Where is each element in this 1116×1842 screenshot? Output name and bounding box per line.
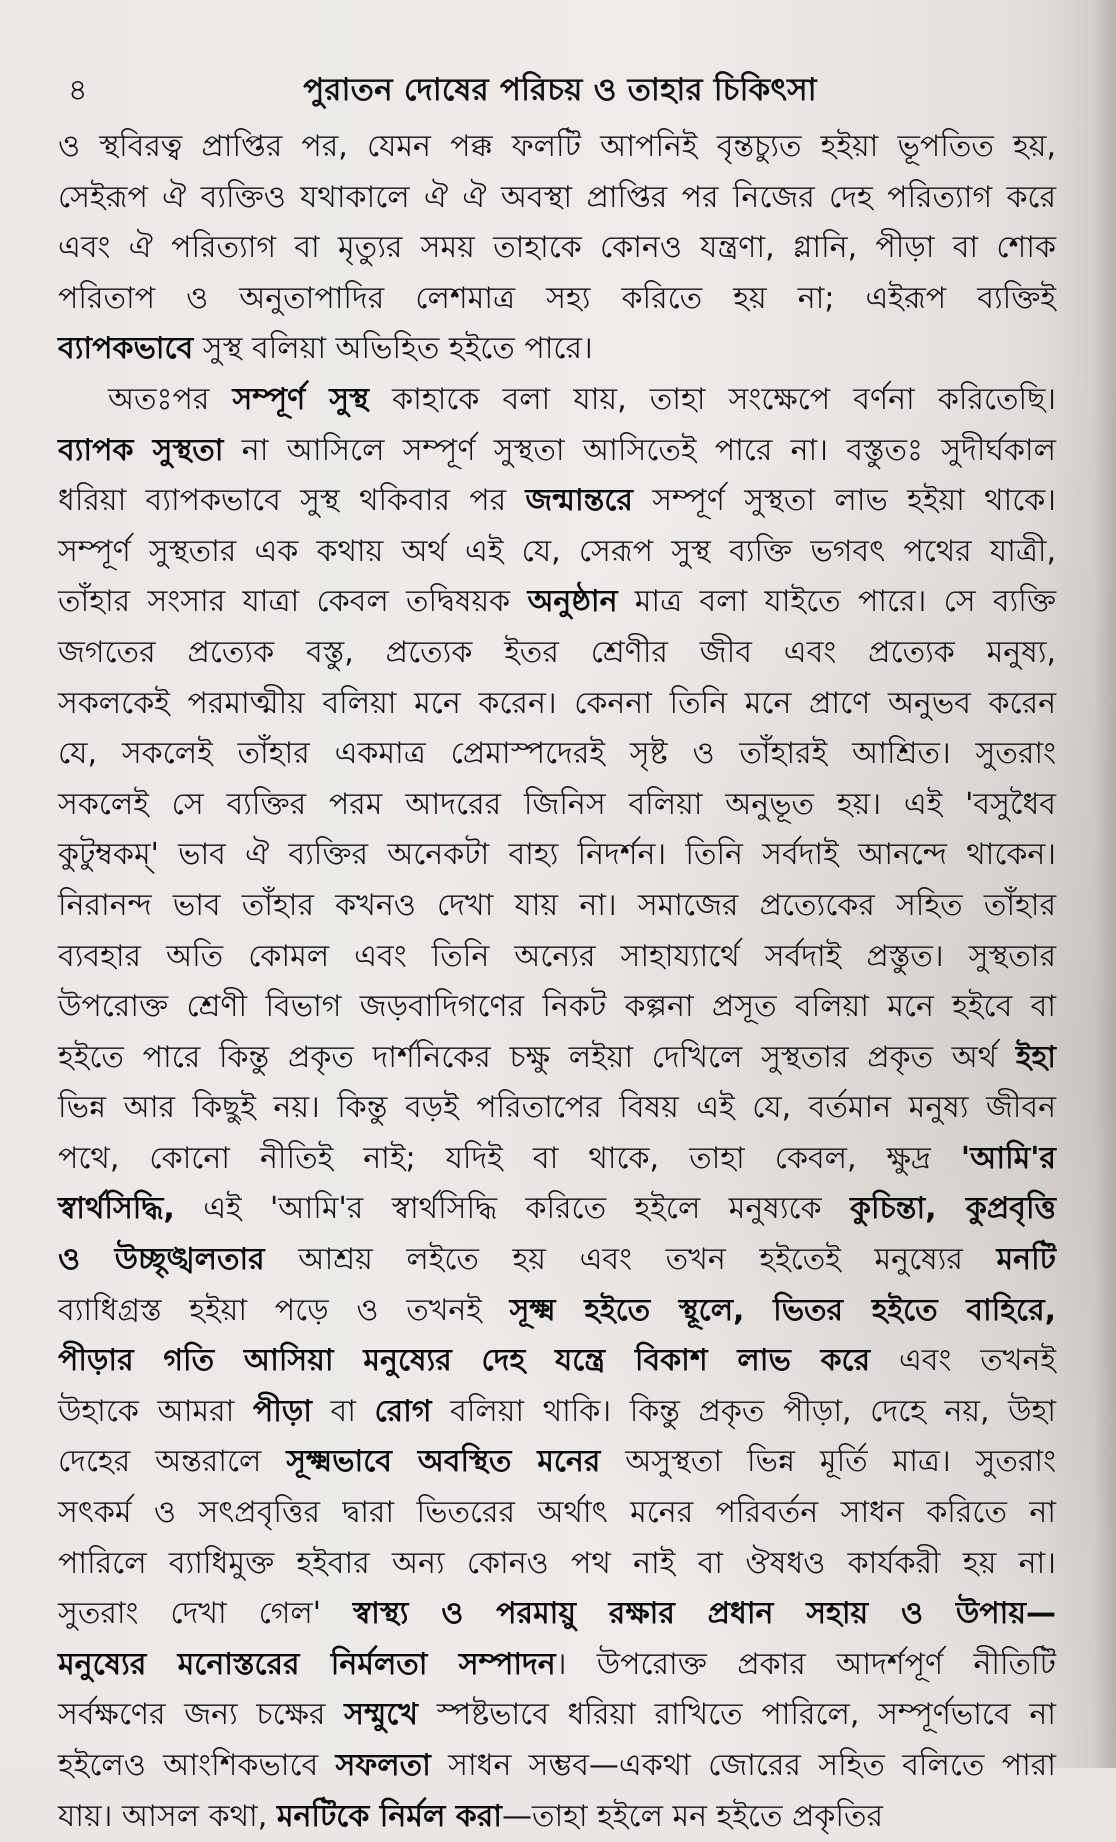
text-line <box>58 1488 1056 1539</box>
bold-text-run: সূক্ষ্ম হইতে স্থূলে, ভিতর হইতে বাহিরে, <box>509 1292 1057 1328</box>
running-title: পুরাতন দোষের পরিচয় ও তাহার চিকিৎসা <box>303 72 817 108</box>
bold-text-run: সম্পূর্ণ সুস্থ <box>232 381 369 417</box>
bold-text-run: জন্মান্তরে <box>525 483 633 519</box>
text-run: সৎকর্ম ও সৎপ্রবৃত্তির দ্বারা ভিতরের অর্থাৎ মনের পরিবর্তন সাধন করিতে না <box>58 1495 1056 1531</box>
text-run: ও স্থবিরত্ব প্রাপ্তির পর, যেমন পক্ক ফলটি আপনিই বৃন্তচ্যুত হইয়া ভূপতিত হয়, <box>58 129 1056 164</box>
body-text <box>58 122 1056 1842</box>
text-run: সাধন সম্ভব—একথা জোরের সহিত বলিতে পারা <box>430 1748 1056 1783</box>
text-run: কুটুম্বকম্' ভাব ঐ ব্যক্তির অনেকটা বাহ্য নিদর্শন। তিনি সর্বদাই আনন্দে থাকেন। <box>58 837 1056 873</box>
text-line <box>58 1184 1056 1235</box>
text-line <box>58 577 1056 628</box>
bold-text-run: স্বাস্থ্য ও পরমায়ু রক্ষার প্রধান সহায় ও উপায়— <box>352 1596 1056 1632</box>
text-run: না আসিলে সম্পূর্ণ সুস্থতা আসিতেই পারে না। বস্তুতঃ সুদীর্ঘকাল <box>223 432 1056 468</box>
text-line <box>58 375 1056 426</box>
text-run: হইলেও আংশিকভাবে <box>58 1748 336 1783</box>
running-header <box>60 66 1060 110</box>
text-run: পারিলে ব্যাধিমুক্ত হইবার অন্য কোনও পথ নাই বা ঔষধও কার্যকরী হয় না। <box>58 1545 1056 1581</box>
text-line <box>58 881 1056 932</box>
text-run: বলিয়া থাকি। কিন্তু প্রকৃত পীড়া, দেহে নয়, উহা <box>431 1393 1056 1429</box>
text-line <box>58 1387 1056 1438</box>
bold-text-run: সফলতা <box>335 1748 431 1783</box>
text-line <box>58 1437 1056 1488</box>
text-run: সকলকেই পরমাত্মীয় বলিয়া মনে করেন। কেননা তিনি মনে প্রাণে অনুভব করেন <box>58 685 1056 721</box>
text-line <box>58 1083 1056 1134</box>
text-line <box>58 1792 1056 1842</box>
text-run: হইতে পারে কিন্তু প্রকৃত দার্শনিকের চক্ষু লইয়া দেখিলে সুস্থতার প্রকৃত অর্থ <box>58 1039 1016 1075</box>
text-line <box>58 628 1056 679</box>
bold-text-run: ব্যাপক সুস্থতা <box>58 432 224 468</box>
text-line <box>58 830 1056 881</box>
text-line <box>58 679 1056 730</box>
text-run: সম্পূর্ণ সুস্থতা লাভ হইয়া থাকে। <box>632 483 1056 519</box>
text-run: আশ্রয় লইতে হয় এবং তখন হইতেই মনুষ্যের <box>264 1242 997 1278</box>
bold-text-run: মনুষ্যের মনোস্তরের নির্মলতা সম্পাদন <box>58 1646 556 1682</box>
text-run: নিরানন্দ ভাব তাঁহার কখনও দেখা যায় না। সমাজের প্রত্যেকের সহিত তাঁহার <box>58 887 1056 923</box>
text-line <box>58 982 1056 1033</box>
text-run: সেইরূপ ঐ ব্যক্তিও যথাকালে ঐ ঐ অবস্থা প্রাপ্তির পর নিজের দেহ পরিত্যাগ করে <box>58 179 1056 215</box>
text-run: সম্পূর্ণ সুস্থতার এক কথায় অর্থ এই যে, সেরূপ সুস্থ ব্যক্তি ভগবৎ পথের যাত্রী, <box>58 533 1056 569</box>
text-run: —তাহা হইলে মন হইতে প্রকৃতির <box>501 1798 883 1834</box>
text-run: এবং ঐ পরিত্যাগ বা মৃত্যুর সময় তাহাকে কোনও যন্ত্রণা, গ্লানি, পীড়া বা শোক <box>58 230 1056 266</box>
bold-text-run: রোগ <box>374 1393 432 1429</box>
text-run: সুস্থ বলিয়া অভিহিত হইতে পারে। <box>193 331 593 367</box>
text-run: অসুস্থতা ভিন্ন মূর্তি মাত্র। সুতরাং <box>600 1444 1057 1480</box>
text-run: বা <box>311 1393 375 1429</box>
text-run: উপরোক্ত শ্রেণী বিভাগ জড়বাদিগণের নিকট কল্পনা প্রসূত বলিয়া মনে হইবে বা <box>58 989 1056 1025</box>
bold-text-run: মনটি <box>996 1242 1056 1278</box>
bold-text-run: স্বার্থসিদ্ধি, <box>58 1191 175 1227</box>
text-run: পথে, কোনো নীতিই নাই; যদিই বা থাকে, তাহা কেবল, ক্ষুদ্র <box>58 1140 961 1176</box>
bold-text-run: মনটিকে নির্মল করা <box>276 1798 502 1834</box>
text-run: দেহের অন্তরালে <box>58 1444 287 1480</box>
text-run: এই 'আমি'র স্বার্থসিদ্ধি করিতে হইলে মনুষ্যকে <box>174 1191 851 1227</box>
text-line <box>58 527 1056 578</box>
text-run: । উপরোক্ত প্রকার আদর্শপূর্ণ নীতিটি <box>555 1646 1056 1682</box>
bold-text-run: সম্মুখে <box>344 1697 418 1733</box>
text-run: যে, সকলেই তাঁহার একমাত্র প্রেমাস্পদেরই সৃষ্ট ও তাঁহারই আশ্রিত। সুতরাং <box>58 736 1056 772</box>
text-run: স্পষ্টভাবে ধরিয়া রাখিতে পারিলে, সম্পূর্ণভাবে না <box>418 1697 1056 1733</box>
text-line <box>58 729 1056 780</box>
text-line <box>58 173 1056 224</box>
text-line <box>58 1741 1056 1792</box>
text-run: ব্যবহার অতি কোমল এবং তিনি অন্যের সাহায্যার্থে সর্বদাই প্রস্তুত। সুস্থতার <box>58 938 1056 974</box>
text-run: সর্বক্ষণের জন্য চক্ষের <box>58 1697 345 1733</box>
text-run: ভিন্ন আর কিছুই নয়। কিন্তু বড়ই পরিতাপের বিষয় এই যে, বর্তমান মনুষ্য জীবন <box>58 1090 1056 1126</box>
text-line <box>58 324 1056 375</box>
text-line <box>58 274 1056 325</box>
text-run: তাঁহার সংসার যাত্রা কেবল তদ্বিষয়ক <box>58 584 528 620</box>
text-line <box>58 223 1056 274</box>
text-run: কাহাকে বলা যায়, তাহা সংক্ষেপে বর্ণনা করিতেছি। <box>368 381 1056 417</box>
bold-text-run: 'আমি'র <box>960 1140 1056 1176</box>
text-run: এবং তখনই <box>870 1343 1056 1379</box>
text-line <box>58 1539 1056 1590</box>
text-line <box>58 1033 1056 1084</box>
text-run: অতঃপর <box>108 381 233 417</box>
text-run: মাত্র বলা যাইতে পারে। সে ব্যক্তি <box>617 584 1056 620</box>
text-line <box>58 476 1056 527</box>
text-line <box>58 1286 1056 1337</box>
text-run: ধরিয়া ব্যাপকভাবে সুস্থ থকিবার পর <box>58 483 526 519</box>
page-edge-shadow <box>1094 0 1116 1768</box>
text-line <box>58 1589 1056 1640</box>
bold-text-run: অনুষ্ঠান <box>527 584 618 620</box>
text-line <box>58 1134 1056 1185</box>
text-run: সুতরাং দেখা গেল' <box>58 1596 353 1632</box>
text-line <box>58 1235 1056 1286</box>
text-line <box>58 1640 1056 1691</box>
bold-text-run: ইহা <box>1015 1039 1056 1075</box>
text-line <box>58 122 1056 173</box>
text-run: যায়। আসল কথা, <box>58 1798 277 1834</box>
bold-text-run: পীড়া <box>252 1393 312 1429</box>
text-run: পরিতাপ ও অনুতাপাদির লেশমাত্র সহ্য করিতে হয় না; এইরূপ ব্যক্তিই <box>58 280 1056 316</box>
text-line <box>58 932 1056 983</box>
page-number: ৪ <box>68 73 88 108</box>
text-run: সকলেই সে ব্যক্তির পরম আদরের জিনিস বলিয়া অনুভূত হয়। এই 'বসুধৈব <box>58 786 1057 822</box>
bold-text-run: ব্যাপকভাবে <box>58 331 194 367</box>
bold-text-run: সূক্ষ্মভাবে অবস্থিত মনের <box>286 1444 601 1480</box>
bold-text-run: কুচিন্তা, কুপ্রবৃত্তি <box>850 1191 1056 1227</box>
text-run: উহাকে আমরা <box>58 1393 253 1429</box>
text-run: ব্যাধিগ্রস্ত হইয়া পড়ে ও তখনই <box>58 1292 510 1328</box>
bold-text-run: পীড়ার গতি আসিয়া মনুষ্যের দেহ যন্ত্রে বিকাশ লাভ করে <box>58 1343 871 1379</box>
text-line <box>58 426 1056 477</box>
text-line <box>58 1690 1056 1741</box>
text-line <box>58 1336 1056 1387</box>
text-run: জগতের প্রত্যেক বস্তু, প্রত্যেক ইতর শ্রেণীর জীব এবং প্রত্যেক মনুষ্য, <box>58 634 1056 670</box>
text-line <box>58 780 1056 831</box>
bold-text-run: ও উচ্ছৃঙ্খলতার <box>58 1242 265 1278</box>
